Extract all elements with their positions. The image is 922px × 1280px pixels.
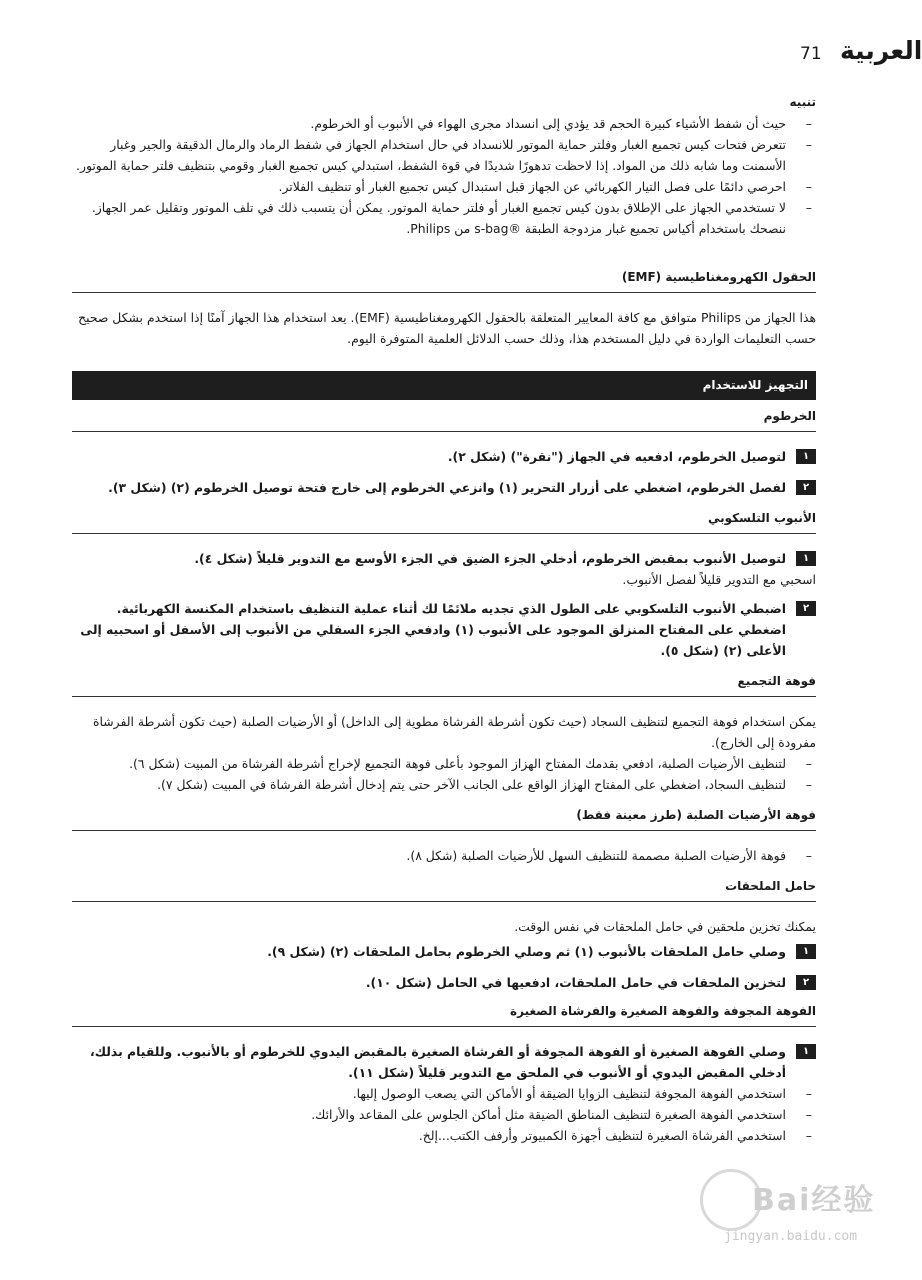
holder-heading: حامل الملحقات — [72, 876, 816, 902]
step-text: لفصل الخرطوم، اضغطي على أزرار التحرير (١) وانزعي الخرطوم إلى خارج فتحة توصيل الخرطوم (٢) (شكل ٣). — [108, 480, 786, 495]
crevice-step-1 — [72, 1041, 816, 1083]
caution-item: – لا تستخدمي الجهاز على الإطلاق بدون كيس تجميع الغبار أو فلتر حماية الموتور. يمكن أن يتسبب ذلك في تلف الموتور وتقليل عمر الجهاز. ننصحك باستخدام أكياس تجميع غبار مزدوجة الطبقة ®s-bag من Philips. — [72, 197, 816, 239]
step-number: ١ — [796, 449, 816, 464]
section-band-preparing: التجهيز للاستخدام — [72, 371, 816, 400]
step-number: ٢ — [796, 975, 816, 990]
step-number: ٢ — [796, 480, 816, 495]
holder-step-2 — [72, 972, 816, 993]
watermark — [700, 1165, 880, 1255]
language-title: العربية — [840, 36, 922, 65]
nozzle-item: – لتنظيف الأرضيات الصلبة، ادفعي بقدمك المفتاح الهزاز الموجود بأعلى فوهة التجميع لإخراج أشرطة الفرشاة من المبيت (شكل ٦). — [72, 753, 816, 774]
caution-heading: تنبيه — [789, 95, 816, 109]
holder-text: يمكنك تخزين ملحقين في حامل الملحقات في نفس الوقت. — [514, 919, 816, 934]
crevice-heading: الفوهة المجوفة والفوهة الصغيرة والفرشاة الصغيرة — [72, 1001, 816, 1027]
nozzle-item: – لتنظيف السجاد، اضغطي على المفتاح الهزاز الواقع على الجانب الآخر حتى يتم إدخال أشرطة الفرشاة في المبيت (شكل ٧). — [72, 774, 816, 795]
caution-list — [72, 113, 816, 239]
nozzle-heading: فوهة التجميع — [72, 671, 816, 697]
page-header — [80, 36, 922, 76]
caution-item: – تتعرض فتحات كيس تجميع الغبار وفلتر حماية الموتور للانسداد في حال استخدام الجهاز في شفط الرماد والرمال الدقيقة والجير وغبار الأسمنت وما شابه ذلك من المواد. إذا لاحظت تدهورًا شديدًا في قوة الشفط، استبدلي كيس تجميع الغبار وقومي بتنظيف فلتر حماية الموتور. — [72, 134, 816, 176]
nozzle-text: يمكن استخدام فوهة التجميع لتنظيف السجاد (حيث تكون أشرطة الفرشاة مطوية إلى الداخل) أو الأرضيات الصلبة (حيث تكون أشرطة الفرشاة مفرودة إلى الخارج). — [92, 714, 816, 750]
emf-text: هذا الجهاز من Philips متوافق مع كافة المعايير المتعلقة بالحقول الكهرومغناطيسية (EMF). يعد استخدام هذا الجهاز آمنًا إذا استخدم بشكل صحيح حسب التعليمات الواردة في دليل المستخدم هذا، وذلك حسب الدلائل العلمية المتوفرة اليوم. — [78, 310, 816, 346]
hardfloor-list — [72, 845, 816, 866]
hose-step-2 — [72, 477, 816, 498]
holder-step-1 — [72, 941, 816, 962]
tube-heading: الأنبوب التلسكوبي — [72, 508, 816, 534]
watermark-brand: Bai经验 — [752, 1183, 876, 1218]
tube-note: اسحبي مع التدوير قليلاً لفصل الأنبوب. — [622, 572, 816, 587]
hardfloor-heading: فوهة الأرضيات الصلبة (طرز معينة فقط) — [72, 805, 816, 831]
crevice-list — [72, 1083, 816, 1146]
crevice-item: – استخدمي الفوهة المجوفة لتنظيف الزوايا الضيقة أو الأماكن التي يصعب الوصول إليها. — [72, 1083, 816, 1104]
hose-heading: الخرطوم — [72, 406, 816, 432]
step-number: ٢ — [796, 601, 816, 616]
emf-heading: الحقول الكهرومغناطيسية (EMF) — [72, 267, 816, 293]
crevice-item: – استخدمي الفوهة الصغيرة لتنظيف المناطق الضيقة مثل أماكن الجلوس على المقاعد والأرائك. — [72, 1104, 816, 1125]
page-number: 71 — [800, 44, 822, 64]
crevice-item: – استخدمي الفرشاة الصغيرة لتنظيف أجهزة الكمبيوتر وأرفف الكتب...إلخ. — [72, 1125, 816, 1146]
step-text: لتوصيل الأنبوب بمقبض الخرطوم، أدخلي الجزء الضيق في الجزء الأوسع مع التدوير قليلاً (شكل ٤). — [194, 551, 786, 566]
nozzle-list — [72, 753, 816, 795]
page-content — [72, 92, 816, 1146]
step-number: ١ — [796, 551, 816, 566]
step-text: وصلي حامل الملحقات بالأنبوب (١) ثم وصلي الخرطوم بحامل الملحقات (٢) (شكل ٩). — [267, 944, 786, 959]
hose-step-1 — [72, 446, 816, 467]
step-text: وصلي الفوهة الصغيرة أو الفوهة المجوفة أو الفرشاة الصغيرة بالمقبض اليدوي للخرطوم أو بالأنبوب. وللقيام بذلك، أدخلي المقبض اليدوي أو الأنبوب في الملحق مع التدوير قليلاً (شكل ١١). — [90, 1044, 786, 1080]
step-number: ١ — [796, 944, 816, 959]
tube-step-1 — [72, 548, 816, 569]
step-text: اضبطي الأنبوب التلسكوبي على الطول الذي تجديه ملائمًا لك أثناء عملية التنظيف باستخدام المكنسة الكهربائية. اضغطي على المفتاح المنزلق الموجود على الأنبوب (١) وادفعي الجزء السفلي من الأنبوب إلى الأسفل أو اسحبيه إلى الأعلى (٢) (شكل ٥). — [80, 601, 786, 658]
caution-item: – حيث أن شفط الأشياء كبيرة الحجم قد يؤدي إلى انسداد مجرى الهواء في الأنبوب أو الخرطوم. — [72, 113, 816, 134]
tube-step-2 — [72, 598, 816, 661]
hardfloor-item: – فوهة الأرضيات الصلبة مصممة للتنظيف السهل للأرضيات الصلبة (شكل ٨). — [72, 845, 816, 866]
step-number: ١ — [796, 1044, 816, 1059]
caution-item: – احرصي دائمًا على فصل التيار الكهربائي عن الجهاز قبل استبدال كيس تجميع الغبار أو تنظيف الفلاتر. — [72, 176, 816, 197]
watermark-url: jingyan.baidu.com — [724, 1229, 858, 1244]
step-text: لتخزين الملحقات في حامل الملحقات، ادفعيها في الحامل (شكل ١٠). — [365, 975, 786, 990]
step-text: لتوصيل الخرطوم، ادفعيه في الجهاز ("نقرة") (شكل ٢). — [447, 449, 786, 464]
